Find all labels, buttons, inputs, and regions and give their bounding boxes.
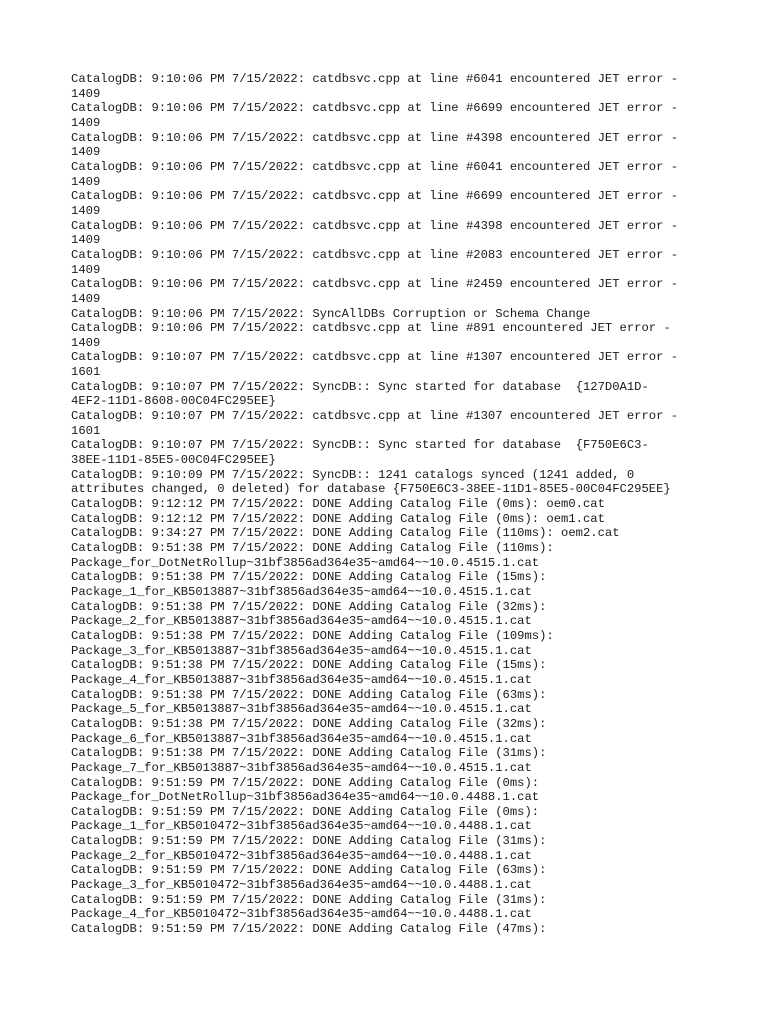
log-line: 1409: [71, 291, 101, 306]
log-line: Package_5_for_KB5013887~31bf3856ad364e35~amd64~~10.0.4515.1.cat: [71, 702, 532, 717]
log-line: 38EE-11D1-85E5-00C04FC295EE}: [71, 453, 276, 468]
log-line: CatalogDB: 9:51:38 PM 7/15/2022: DONE Adding Catalog File (15ms):: [71, 658, 547, 673]
log-line: CatalogDB: 9:51:59 PM 7/15/2022: DONE Adding Catalog File (47ms):: [71, 922, 547, 937]
log-line: 1409: [71, 262, 101, 277]
log-line: CatalogDB: 9:10:06 PM 7/15/2022: catdbsvc.cpp at line #6041 encountered JET error -: [71, 159, 679, 174]
log-line: Package_1_for_KB5010472~31bf3856ad364e35~amd64~~10.0.4488.1.cat: [71, 819, 532, 834]
log-line: CatalogDB: 9:51:38 PM 7/15/2022: DONE Adding Catalog File (31ms):: [71, 746, 547, 761]
log-line: 1409: [71, 86, 101, 101]
log-line: Package_for_DotNetRollup~31bf3856ad364e35~amd64~~10.0.4515.1.cat: [71, 555, 540, 570]
log-line: CatalogDB: 9:51:38 PM 7/15/2022: DONE Adding Catalog File (15ms):: [71, 570, 547, 585]
log-line: CatalogDB: 9:51:59 PM 7/15/2022: DONE Adding Catalog File (0ms):: [71, 775, 540, 790]
log-line: Package_for_DotNetRollup~31bf3856ad364e35~amd64~~10.0.4488.1.cat: [71, 790, 540, 805]
log-line: 1409: [71, 203, 101, 218]
log-line: CatalogDB: 9:51:38 PM 7/15/2022: DONE Adding Catalog File (32ms):: [71, 599, 547, 614]
log-line: CatalogDB: 9:10:06 PM 7/15/2022: catdbsvc.cpp at line #6699 encountered JET error -: [71, 101, 679, 116]
log-line: 4EF2-11D1-8608-00C04FC295EE}: [71, 394, 276, 409]
log-line: CatalogDB: 9:10:07 PM 7/15/2022: catdbsvc.cpp at line #1307 encountered JET error -: [71, 350, 679, 365]
log-line: CatalogDB: 9:10:06 PM 7/15/2022: catdbsvc.cpp at line #4398 encountered JET error -: [71, 130, 679, 145]
log-line: CatalogDB: 9:51:59 PM 7/15/2022: DONE Adding Catalog File (63ms):: [71, 863, 547, 878]
log-line: CatalogDB: 9:51:38 PM 7/15/2022: DONE Adding Catalog File (32ms):: [71, 716, 547, 731]
log-line: CatalogDB: 9:10:06 PM 7/15/2022: catdbsvc.cpp at line #6699 encountered JET error -: [71, 189, 679, 204]
log-line: CatalogDB: 9:10:07 PM 7/15/2022: SyncDB:: Sync started for database {127D0A1D-: [71, 379, 649, 394]
log-line: Package_1_for_KB5013887~31bf3856ad364e35~amd64~~10.0.4515.1.cat: [71, 584, 532, 599]
log-line: CatalogDB: 9:51:38 PM 7/15/2022: DONE Adding Catalog File (109ms):: [71, 628, 554, 643]
log-line: CatalogDB: 9:10:06 PM 7/15/2022: catdbsvc.cpp at line #891 encountered JET error -: [71, 321, 671, 336]
log-line: CatalogDB: 9:10:07 PM 7/15/2022: SyncDB:: Sync started for database {F750E6C3-: [71, 438, 649, 453]
log-line: Package_4_for_KB5013887~31bf3856ad364e35~amd64~~10.0.4515.1.cat: [71, 672, 532, 687]
log-line: Package_4_for_KB5010472~31bf3856ad364e35~amd64~~10.0.4488.1.cat: [71, 907, 532, 922]
log-line: Package_6_for_KB5013887~31bf3856ad364e35~amd64~~10.0.4515.1.cat: [71, 731, 532, 746]
log-line: Package_2_for_KB5010472~31bf3856ad364e35~amd64~~10.0.4488.1.cat: [71, 848, 532, 863]
log-line: 1409: [71, 233, 101, 248]
log-line: 1601: [71, 365, 101, 380]
log-line: CatalogDB: 9:10:06 PM 7/15/2022: catdbsvc.cpp at line #2459 encountered JET error -: [71, 277, 679, 292]
log-line: CatalogDB: 9:12:12 PM 7/15/2022: DONE Adding Catalog File (0ms): oem0.cat: [71, 497, 605, 512]
log-line: CatalogDB: 9:51:38 PM 7/15/2022: DONE Adding Catalog File (110ms):: [71, 541, 554, 555]
log-line: 1409: [71, 335, 101, 350]
log-line: 1409: [71, 174, 101, 189]
log-line: CatalogDB: 9:12:12 PM 7/15/2022: DONE Adding Catalog File (0ms): oem1.cat: [71, 511, 605, 526]
log-text: [71, 72, 703, 937]
log-line: 1409: [71, 115, 101, 130]
log-line: CatalogDB: 9:10:07 PM 7/15/2022: catdbsvc.cpp at line #1307 encountered JET error -: [71, 409, 679, 424]
log-line: CatalogDB: 9:51:59 PM 7/15/2022: DONE Adding Catalog File (0ms):: [71, 804, 540, 819]
log-line: CatalogDB: 9:34:27 PM 7/15/2022: DONE Adding Catalog File (110ms): oem2.cat: [71, 526, 620, 541]
log-line: CatalogDB: 9:10:09 PM 7/15/2022: SyncDB:: 1241 catalogs synced (1241 added, 0: [71, 467, 635, 482]
log-line: 1601: [71, 423, 101, 438]
log-line: CatalogDB: 9:10:06 PM 7/15/2022: catdbsvc.cpp at line #6041 encountered JET error -: [71, 72, 679, 86]
log-line: CatalogDB: 9:51:59 PM 7/15/2022: DONE Adding Catalog File (31ms):: [71, 892, 547, 907]
log-line: attributes changed, 0 deleted) for database {F750E6C3-38EE-11D1-85E5-00C04FC295EE}: [71, 482, 671, 497]
log-line: Package_7_for_KB5013887~31bf3856ad364e35~amd64~~10.0.4515.1.cat: [71, 760, 532, 775]
log-line: Package_2_for_KB5013887~31bf3856ad364e35~amd64~~10.0.4515.1.cat: [71, 614, 532, 629]
log-line: CatalogDB: 9:51:59 PM 7/15/2022: DONE Adding Catalog File (31ms):: [71, 834, 547, 849]
log-line: CatalogDB: 9:10:06 PM 7/15/2022: catdbsvc.cpp at line #4398 encountered JET error -: [71, 218, 679, 233]
log-line: CatalogDB: 9:10:06 PM 7/15/2022: SyncAllDBs Corruption or Schema Change: [71, 306, 591, 321]
log-line: Package_3_for_KB5010472~31bf3856ad364e35~amd64~~10.0.4488.1.cat: [71, 878, 532, 893]
log-line: Package_3_for_KB5013887~31bf3856ad364e35~amd64~~10.0.4515.1.cat: [71, 643, 532, 658]
log-line: CatalogDB: 9:10:06 PM 7/15/2022: catdbsvc.cpp at line #2083 encountered JET error -: [71, 247, 679, 262]
log-line: CatalogDB: 9:51:38 PM 7/15/2022: DONE Adding Catalog File (63ms):: [71, 687, 547, 702]
log-line: 1409: [71, 145, 101, 160]
